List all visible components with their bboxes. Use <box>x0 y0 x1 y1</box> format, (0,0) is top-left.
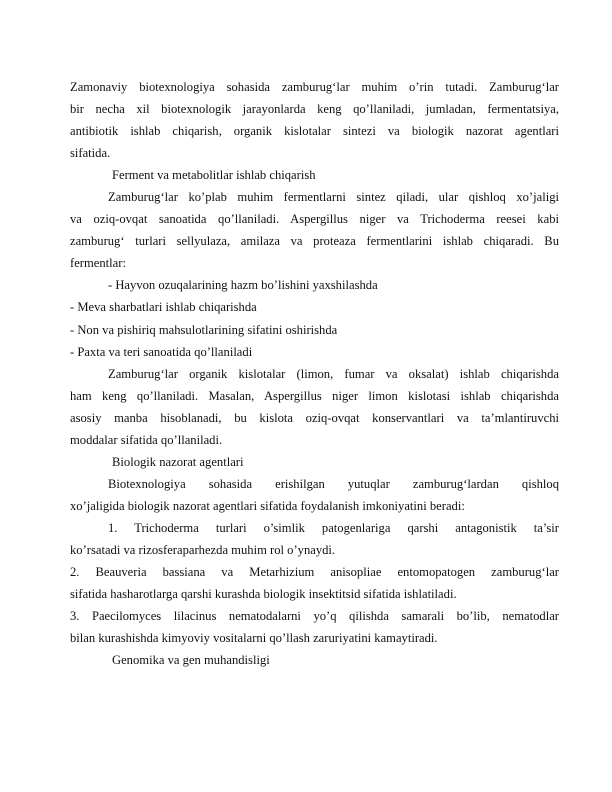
intro-line-3: antibiotik ishlab chiqarish, organik kislotalar sintezi va biologik nazorat agentlari <box>70 124 559 139</box>
organic-line-3: asosiy manba hisoblanadi, bu kislota oziq-ovqat konservantlari va ta’mlantiruvchi <box>70 410 559 425</box>
ferment-list-item-3: - Non va pishiriq mahsulotlarining sifatini oshirishda <box>70 322 338 337</box>
bio-list-2-line-2: sifatida hasharotlarga qarshi kurashda biologik insektitsid sifatida ishlatiladi. <box>70 587 457 602</box>
organic-line-4: moddalar sifatida qo’llaniladi. <box>70 432 223 447</box>
ferment-list-item-2: - Meva sharbatlari ishlab chiqarishda <box>70 300 257 315</box>
organic-line-1: Zamburug‘lar organik kislotalar (limon, fumar va oksalat) ishlab chiqarishda <box>108 366 559 381</box>
bio-list-1-line-1: 1. Trichoderma turlari o’simlik patogenlariga qarshi antagonistik ta’sir <box>108 520 559 535</box>
heading-ferment: Ferment va metabolitlar ishlab chiqarish <box>112 168 316 183</box>
ferment-line-4: fermentlar: <box>70 256 126 271</box>
bio-list-3-line-2: bilan kurashishda kimyoviy vositalarni qo’llash zaruriyatini kamaytiradi. <box>70 631 438 646</box>
bio-list-2-line-1: 2. Beauveria bassiana va Metarhizium anisopliae entomopatogen zamburug‘lar <box>70 565 559 580</box>
heading-bio: Biologik nazorat agentlari <box>112 454 244 469</box>
intro-line-4: sifatida. <box>70 146 111 161</box>
intro-line-1: Zamonaviy biotexnologiya sohasida zamburug‘lar muhim o’rin tutadi. Zamburug‘lar <box>70 80 559 94</box>
bio-list-1-line-2: ko’rsatadi va rizosferaparhezda muhim rol o’ynaydi. <box>70 542 336 557</box>
bio-intro-line-1: Biotexnologiya sohasida erishilgan yutuqlar zamburug‘lardan qishloq <box>108 476 559 491</box>
ferment-list-item-1: - Hayvon ozuqalarining hazm bo’lishini yaxshilashda <box>108 278 378 293</box>
bio-intro-line-2: xo’jaligida biologik nazorat agentlari sifatida foydalanish imkoniyatini beradi: <box>70 498 465 513</box>
ferment-list-item-4: - Paxta va teri sanoatida qo’llaniladi <box>70 344 253 359</box>
ferment-line-2: va oziq-ovqat sanoatida qo’llaniladi. Aspergillus niger va Trichoderma reesei kabi <box>70 212 559 227</box>
ferment-line-1: Zamburug‘lar ko’plab muhim fermentlarni sintez qiladi, ular qishloq xo’jaligi <box>108 190 559 205</box>
document-page <box>70 76 559 671</box>
organic-line-2: ham keng qo’llaniladi. Masalan, Aspergillus niger limon kislotasi ishlab chiqarishda <box>70 388 559 403</box>
intro-line-2: bir necha xil biotexnologik jarayonlarda keng qo’llaniladi, jumladan, fermentatsiya, <box>70 102 559 117</box>
bio-list-3-line-1: 3. Paecilomyces lilacinus nematodalarni yo’q qilishda samarali bo’lib, nematodlar <box>70 609 559 624</box>
heading-genomics: Genomika va gen muhandisligi <box>112 653 270 668</box>
ferment-line-3: zamburug‘ turlari sellyulaza, amilaza va proteaza fermentlarini ishlab chiqaradi. Bu <box>70 234 559 249</box>
